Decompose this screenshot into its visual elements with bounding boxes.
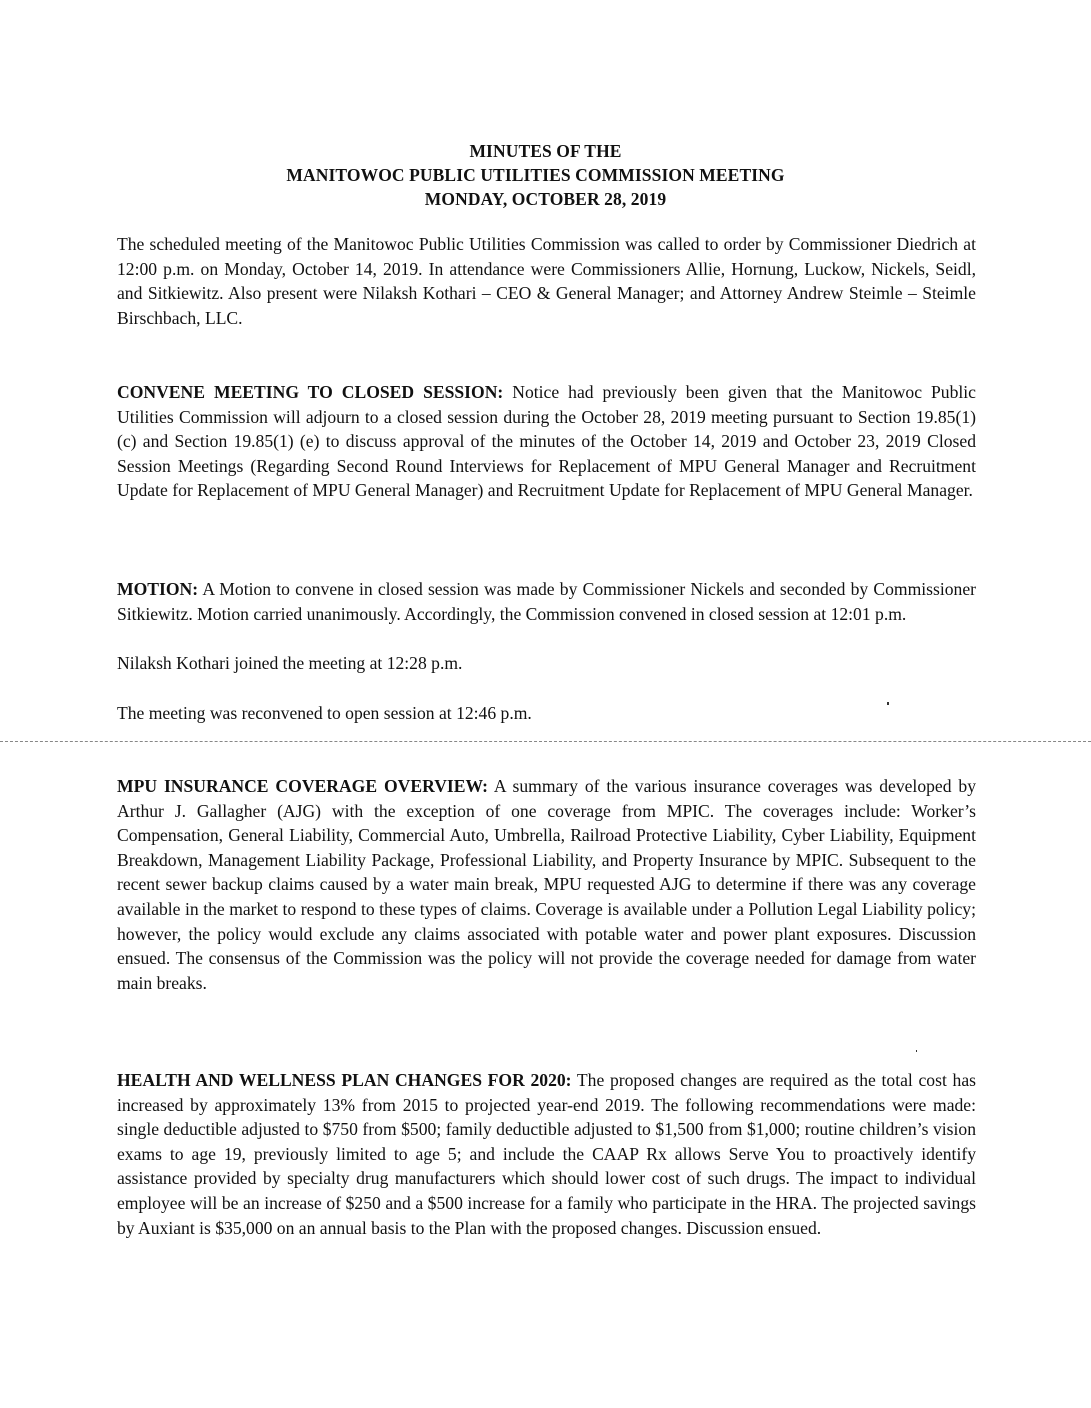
header-line-minutes-of-the: MINUTES OF THE: [469, 141, 622, 161]
intro-paragraph: The scheduled meeting of the Manitowoc Public Utilities Commission was called to order by Commissioner Diedrich at 12:00 p.m. on Monday, October 14, 2019. In attendance were Commissioners Allie, Hornung, Luckow, Nickels, Seidl, and Sitkiewitz. Also present were Nilaksh Kothari – CEO & General Manager; and Attorney Andrew Steimle – Steimle Birschbach, LLC.: [117, 234, 976, 328]
health-wellness-paragraph: [117, 1068, 976, 1240]
document-header: [0, 139, 1091, 211]
motion-heading: MOTION:: [117, 579, 199, 599]
health-wellness-heading: HEALTH AND WELLNESS PLAN CHANGES FOR 2020:: [117, 1070, 572, 1090]
motion-body: A Motion to convene in closed session was made by Commissioner Nickels and seconded by Commissioner Sitkiewitz. Motion carried unanimously. Accordingly, the Commission convened in closed session at 12:01 p.m.: [117, 579, 976, 624]
scan-dashed-divider: [0, 741, 1091, 742]
kothari-joined-note: Nilaksh Kothari joined the meeting at 12:28 p.m.: [117, 653, 463, 673]
convene-closed-session-body: Notice had previously been given that the Manitowoc Public Utilities Commission will adjourn to a closed session during the October 28, 2019 meeting pursuant to Section 19.85(1) (c) and Section 19.85(1) (e) to discuss approval of the minutes of the October 14, 2019 and October 23, 2019 Closed Session Meetings (Regarding Second Round Interviews for Replacement of MPU General Manager and Recruitment Update for Replacement of MPU General Manager) and Recruitment Update for Replacement of MPU General Manager.: [117, 382, 976, 501]
scan-speck: [887, 702, 889, 705]
motion-paragraph: [117, 577, 976, 626]
convene-closed-session-heading: CONVENE MEETING TO CLOSED SESSION:: [117, 382, 504, 402]
header-line-commission-meeting: MANITOWOC PUBLIC UTILITIES COMMISSION MEETING: [286, 165, 785, 185]
health-wellness-body: The proposed changes are required as the total cost has increased by approximately 13% from 2015 to projected year-end 2019. The following recommendations were made: single deductible adjusted to $750 from $500; family deductible adjusted to $1,500 from $1,000; routine children’s vision exams to age 19, previously limited to age 5; and include the CAAP Rx allows Serve You to proactively identify assistance provided by specialty drug manufacturers which should lower cost of such drugs. The impact to individual employee will be an increase of $250 and a $500 increase for a family who participate in the HRA. The projected savings by Auxiant is $35,000 on an annual basis to the Plan with the proposed changes. Discussion ensued.: [117, 1070, 976, 1238]
scan-speck: [916, 1050, 917, 1052]
reconvened-note: The meeting was reconvened to open session at 12:46 p.m.: [117, 703, 532, 723]
insurance-coverage-heading: MPU INSURANCE COVERAGE OVERVIEW:: [117, 776, 488, 796]
insurance-coverage-paragraph: [117, 774, 976, 995]
header-line-meeting-date: MONDAY, OCTOBER 28, 2019: [424, 189, 667, 209]
insurance-coverage-body: A summary of the various insurance coverages was developed by Arthur J. Gallagher (AJG) with the exception of one coverage from MPIC. The coverages include: Worker’s Compensation, General Liability, Commercial Auto, Umbrella, Railroad Protective Liability, Cyber Liability, Equipment Breakdown, Management Liability Package, Professional Liability, and Property Insurance by MPIC. Subsequent to the recent sewer backup claims caused by a water main break, MPU requested AJG to determine if there was any coverage available in the market to respond to these types of claims. Coverage is available under a Pollution Legal Liability policy; however, the policy would exclude any claims associated with potable water and power plant exposures. Discussion ensued. The consensus of the Commission was the policy will not provide the coverage needed for damage from water main breaks.: [117, 776, 977, 993]
convene-closed-session-paragraph: [117, 380, 976, 503]
